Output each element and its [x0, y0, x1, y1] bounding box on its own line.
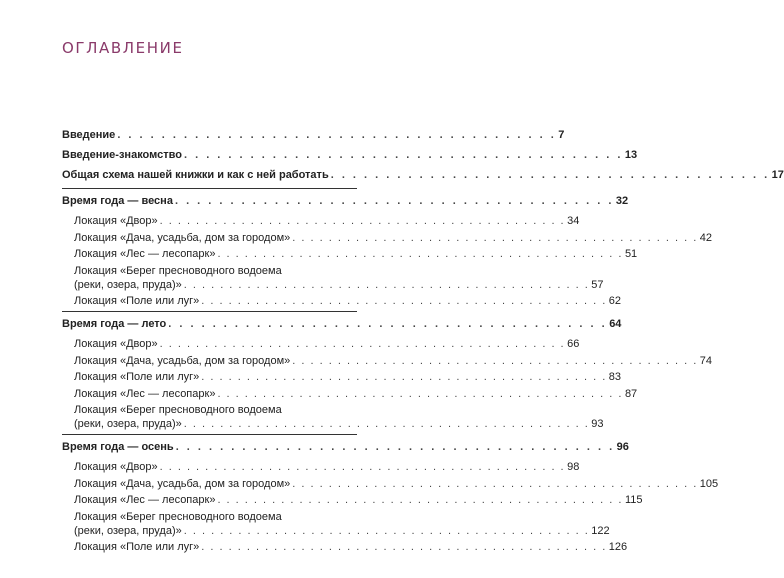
- toc-entry-title: Локация «Поле или луг»: [74, 371, 200, 383]
- toc-entry: [62, 247, 638, 261]
- toc-entry-page: 57: [591, 278, 604, 291]
- toc-entry-page: 122: [591, 524, 610, 537]
- dot-leader: . . . . . . . . . . . . . . . . . . . . . . . . . . . . . . . . . . . . . . . . . . . . .: [183, 524, 590, 537]
- toc-season-entry: [62, 440, 629, 454]
- toc-entry-title: Локация «Поле или луг»: [74, 541, 200, 553]
- toc-entry: [62, 477, 719, 491]
- dot-leader: . . . . . . . . . . . . . . . . . . . . . . . . . . . . . . . . . . . . . . . . . . . . .: [183, 418, 590, 430]
- toc-entry-title: Время года — осень: [62, 441, 174, 453]
- dot-leader: . . . . . . . . . . . . . . . . . . . . . . . . . . . . . . . . . . . . . . . .: [174, 195, 614, 207]
- dot-leader: . . . . . . . . . . . . . . . . . . . . . . . . . . . . . . . . . . . . . . . .: [330, 169, 770, 181]
- toc-entry-title: Локация «Дача, усадьба, дом за городом»: [74, 477, 291, 490]
- dot-leader: . . . . . . . . . . . . . . . . . . . . . . . . . . . . . . . . . . . . . . . . . . . . .: [159, 338, 566, 350]
- dot-leader: . . . . . . . . . . . . . . . . . . . . . . . . . . . . . . . . . . . . . . . . . . . . .: [217, 248, 623, 260]
- toc-entry: [62, 337, 580, 351]
- toc-entry-title: Локация «Лес — лесопарк»: [74, 494, 216, 506]
- toc-entry-page: 126: [608, 541, 628, 553]
- toc-entry: [62, 214, 580, 228]
- toc-entry: [62, 354, 713, 368]
- toc-entry-line: [74, 524, 610, 538]
- toc-entry-title: Локация «Дача, усадьба, дом за городом»: [74, 231, 291, 244]
- dot-leader: . . . . . . . . . . . . . . . . . . . . . . . . . . . . . . . . . . . . . . . . . . . . .: [217, 387, 623, 400]
- divider: [62, 434, 357, 435]
- toc-entry-title: Локация «Двор»: [74, 338, 158, 350]
- dot-leader: . . . . . . . . . . . . . . . . . . . . . . . . . . . . . . . . . . . . . . . . . . . . .: [201, 295, 607, 307]
- toc-entry-title-line: Локация «Берег пресноводного водоема: [74, 264, 282, 277]
- divider: [62, 311, 357, 312]
- toc-entry-page: 98: [567, 461, 580, 473]
- toc-entry-page: 17: [771, 169, 784, 181]
- toc-entry: [62, 128, 565, 142]
- toc-entry-page: 51: [624, 248, 638, 260]
- dot-leader: . . . . . . . . . . . . . . . . . . . . . . . . . . . . . . . . . . . . . . . .: [183, 149, 623, 161]
- toc-entry-page: 7: [558, 129, 565, 141]
- dot-leader: . . . . . . . . . . . . . . . . . . . . . . . . . . . . . . . . . . . . . . . . . . . . .: [217, 494, 623, 506]
- dot-leader: . . . . . . . . . . . . . . . . . . . . . . . . . . . . . . . . . . . . . . . .: [117, 129, 557, 141]
- toc-entry-page: 32: [615, 195, 629, 207]
- toc-entry-line: [74, 417, 604, 431]
- toc-entry: [62, 148, 638, 162]
- toc-entry-title: Локация «Двор»: [74, 215, 158, 227]
- toc-entry: [62, 264, 604, 292]
- toc-entry-title: Локация «Лес — лесопарк»: [74, 248, 216, 260]
- toc-entry-line: [74, 278, 604, 292]
- toc-season-entry: [62, 317, 622, 331]
- toc-entry-page: 13: [624, 149, 638, 161]
- toc-season-entry: [62, 194, 629, 208]
- toc-entry: [62, 168, 784, 182]
- toc-entry-page: 64: [609, 318, 622, 330]
- toc-entry-title: Локация «Дача, усадьба, дом за городом»: [74, 354, 291, 367]
- toc-entry-title: Общая схема нашей книжки и как с ней работать: [62, 169, 329, 181]
- dot-leader: . . . . . . . . . . . . . . . . . . . . . . . . . . . . . . . . . . . . . . . . . . . . .: [201, 371, 607, 383]
- toc-entry-title: Введение-знакомство: [62, 149, 182, 161]
- toc-entry: [62, 540, 628, 554]
- toc-entry-title: Локация «Двор»: [74, 461, 158, 473]
- toc-entry-page: 74: [699, 354, 713, 367]
- dot-leader: . . . . . . . . . . . . . . . . . . . . . . . . . . . . . . . . . . . . . . . .: [168, 318, 608, 330]
- toc-entry-page: 115: [624, 494, 643, 506]
- table-of-contents: [62, 128, 784, 557]
- toc-entry: [62, 231, 713, 245]
- toc-entry-title: Время года — весна: [62, 195, 173, 207]
- dot-leader: . . . . . . . . . . . . . . . . . . . . . . . . . . . . . . . . . . . . . . . . . . . . .: [201, 541, 607, 553]
- toc-entry-page: 93: [591, 418, 604, 430]
- toc-entry: [62, 387, 638, 401]
- toc-entry-page: 34: [567, 215, 580, 227]
- toc-entry-page: 62: [608, 295, 622, 307]
- toc-entry-title-line: (реки, озера, пруда)»: [74, 418, 182, 430]
- dot-leader: . . . . . . . . . . . . . . . . . . . . . . . . . . . . . . . . . . . . . . . . . . . . .: [159, 461, 566, 473]
- dot-leader: . . . . . . . . . . . . . . . . . . . . . . . . . . . . . . . . . . . . . . . . . . . . .: [292, 354, 698, 367]
- toc-entry-title-line: (реки, озера, пруда)»: [74, 278, 182, 291]
- toc-entry-title-line: Локация «Берег пресноводного водоема: [74, 510, 282, 523]
- toc-entry: [62, 460, 580, 474]
- dot-leader: . . . . . . . . . . . . . . . . . . . . . . . . . . . . . . . . . . . . . . . .: [175, 441, 615, 453]
- toc-entry: [62, 370, 622, 384]
- toc-entry-page: 105: [699, 477, 719, 490]
- toc-entry-page: 96: [616, 441, 629, 453]
- dot-leader: . . . . . . . . . . . . . . . . . . . . . . . . . . . . . . . . . . . . . . . . . . . . .: [292, 477, 698, 490]
- toc-entry-title-line: (реки, озера, пруда)»: [74, 524, 182, 537]
- toc-heading: ОГЛАВЛЕНИЕ: [62, 39, 184, 57]
- toc-entry-title: Локация «Поле или луг»: [74, 295, 200, 307]
- toc-entry: [62, 510, 610, 538]
- toc-entry-title: Время года — лето: [62, 318, 167, 330]
- dot-leader: . . . . . . . . . . . . . . . . . . . . . . . . . . . . . . . . . . . . . . . . . . . . .: [292, 231, 698, 244]
- toc-entry-page: 66: [567, 338, 580, 350]
- toc-entry-page: 42: [699, 231, 713, 244]
- toc-entry-page: 83: [608, 371, 622, 383]
- dot-leader: . . . . . . . . . . . . . . . . . . . . . . . . . . . . . . . . . . . . . . . . . . . . .: [183, 278, 590, 291]
- toc-entry-title: Введение: [62, 129, 116, 141]
- toc-entry-page: 87: [624, 387, 638, 400]
- toc-entry: [62, 403, 604, 431]
- dot-leader: . . . . . . . . . . . . . . . . . . . . . . . . . . . . . . . . . . . . . . . . . . . . .: [159, 215, 566, 227]
- divider: [62, 188, 357, 189]
- toc-entry: [62, 493, 643, 507]
- toc-entry: [62, 294, 622, 308]
- toc-entry-title-line: Локация «Берег пресноводного водоема: [74, 404, 282, 416]
- toc-entry-title: Локация «Лес — лесопарк»: [74, 387, 216, 400]
